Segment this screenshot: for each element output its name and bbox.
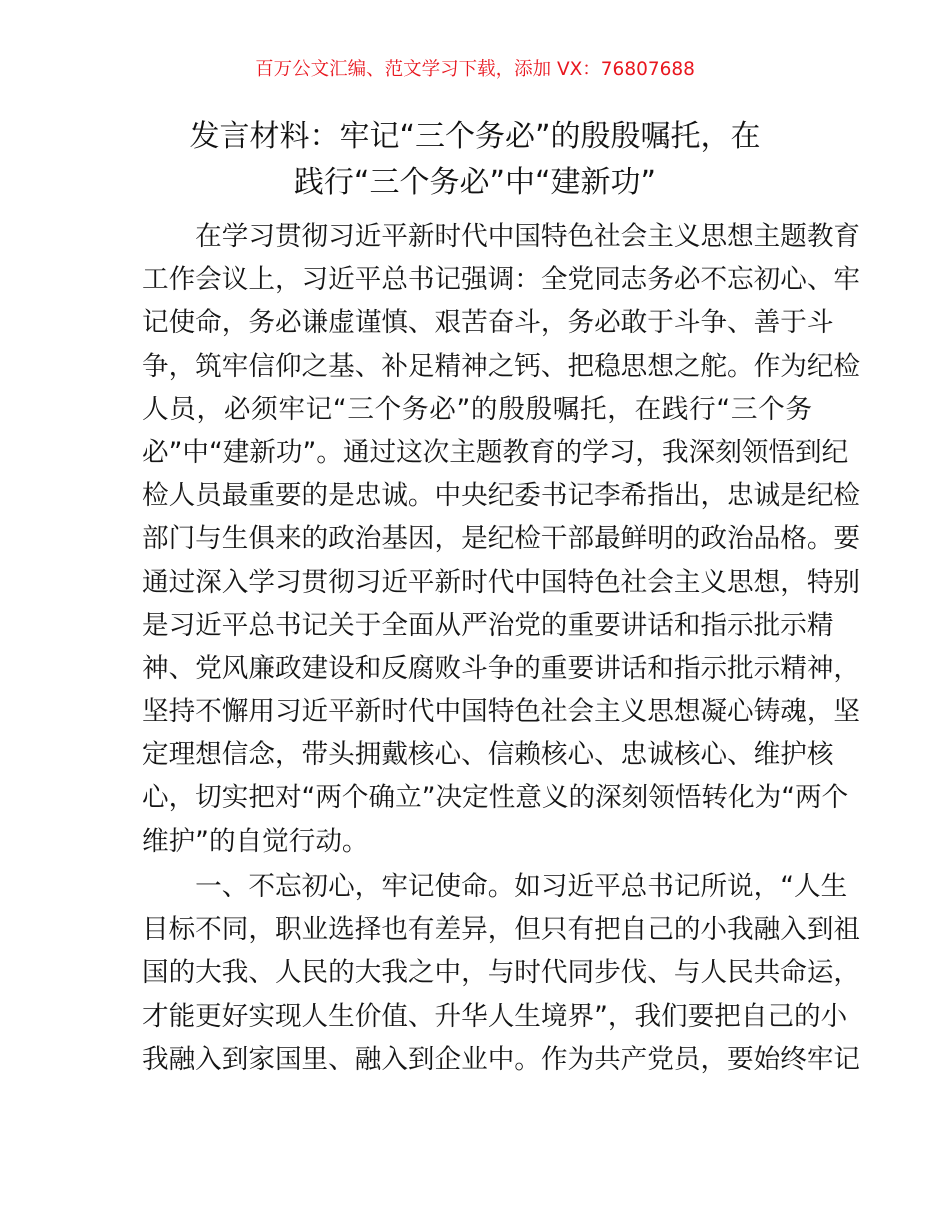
text-line: 在学习贯彻习近平新时代中国特色社会主义思想主题教育 (142, 221, 861, 252)
text-line: 争，筑牢信仰之基、补足精神之钙、把稳思想之舵。作为纪检 (142, 350, 861, 382)
title-line: 发言材料：牢记“三个务必”的殷殷嘱托，在 (189, 119, 761, 154)
text-line: 目标不同，职业选择也有差异，但只有把自己的小我融入到祖 (142, 914, 861, 946)
paragraph-section-one (142, 865, 861, 1081)
text-line: 通过深入学习贯彻习近平新时代中国特色社会主义思想，特别 (142, 566, 861, 598)
text-line: 必”中“建新功”。通过这次主题教育的学习，我深刻领悟到纪 (142, 436, 849, 468)
title-line: 践行“三个务必”中“建新功” (293, 165, 657, 200)
text-line: 才能更好实现人生价值、升华人生境界”，我们要把自己的小 (142, 1000, 848, 1032)
document-title (130, 114, 820, 206)
text-line: 一、不忘初心，牢记使命。如习近平总书记所说，“人生 (142, 871, 848, 902)
text-line: 记使命，务必谦虚谨慎、艰苦奋斗，务必敢于斗争、善于斗 (142, 307, 834, 339)
paragraph-intro (142, 215, 861, 863)
text-line: 工作会议上，习近平总书记强调：全党同志务必不忘初心、牢 (142, 264, 861, 296)
text-line: 神、党风廉政建设和反腐败斗争的重要讲话和指示批示精神， (142, 652, 861, 684)
text-line: 维护”的自觉行动。 (142, 825, 369, 857)
text-line: 我融入到家国里、融入到企业中。作为共产党员，要始终牢记 (142, 1043, 861, 1075)
text-line: 是习近平总书记关于全面从严治党的重要讲话和指示批示精 (142, 609, 834, 641)
text-line: 定理想信念，带头拥戴核心、信赖核心、忠诚核心、维护核 (142, 739, 834, 771)
text-line: 国的大我、人民的大我之中，与时代同步伐、与人民共命运， (142, 957, 861, 989)
watermark-banner: 百万公文汇编、范文学习下载，添加 VX：76807688 (255, 59, 695, 80)
text-line: 检人员最重要的是忠诚。中央纪委书记李希指出，忠诚是纪检 (142, 480, 861, 512)
text-line: 人员，必须牢记“三个务必”的殷殷嘱托，在践行“三个务 (142, 393, 812, 425)
text-line: 坚持不懈用习近平新时代中国特色社会主义思想凝心铸魂，坚 (142, 696, 861, 728)
text-line: 心，切实把对“两个确立”决定性意义的深刻领悟转化为“两个 (142, 782, 849, 814)
text-line: 部门与生俱来的政治基因，是纪检干部最鲜明的政治品格。要 (142, 523, 861, 555)
